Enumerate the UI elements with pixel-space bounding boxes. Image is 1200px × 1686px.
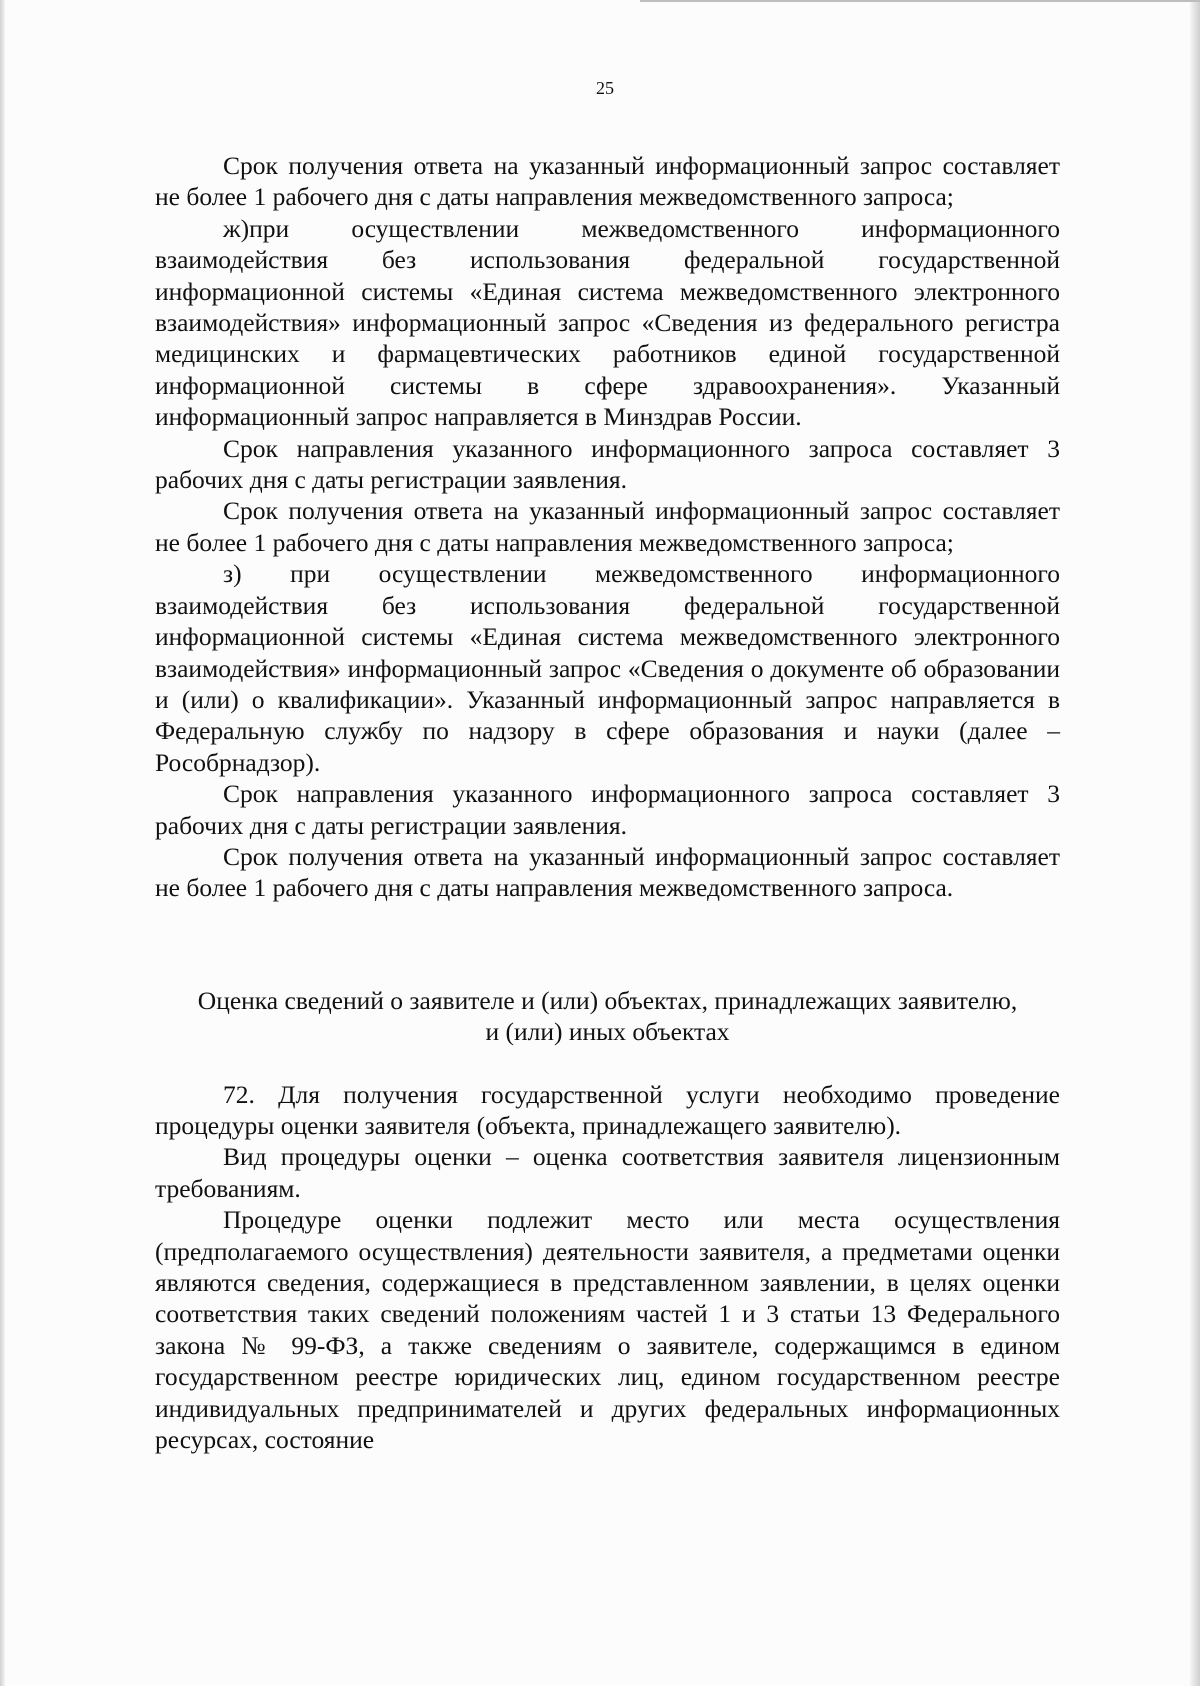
paragraph: Вид процедуры оценки – оценка соответствия заявителя лицензионным требованиям. (155, 1142, 1060, 1203)
paragraph: ж)при осуществлении межведомственного информационного взаимодействия без использования федеральной государственной информационной системы «Единая система межведомственного электронного взаимодействия» информационный запрос «Сведения из федерального регистра медицинских и фармацевтических работников единой государственной информационной системы в сфере здравоохранения». Указанный информационный запрос направляется в Минздрав России. (155, 213, 1060, 432)
paragraph: Срок получения ответа на указанный информационный запрос составляет не более 1 рабочего дня с даты направления межведомственного запроса; (155, 151, 1060, 212)
paragraph: 72. Для получения государственной услуги необходимо проведение процедуры оценки заявителя (объекта, принадлежащего заявителю). (155, 1079, 1060, 1140)
scan-edge-left (0, 0, 5, 1686)
paragraph: Срок направления указанного информационного запроса составляет 3 рабочих дня с даты регистрации заявления. (155, 779, 1060, 840)
document-body (155, 150, 1060, 1455)
paragraph: Срок получения ответа на указанный информационный запрос составляет не более 1 рабочего дня с даты направления межведомственного запроса. (155, 841, 1060, 903)
section-heading-line: и (или) иных объектах (485, 1017, 730, 1047)
scan-edge-right (1190, 0, 1200, 1686)
paragraph: з) при осуществлении межведомственного информационного взаимодействия без использования федеральной государственной информационной системы «Единая система межведомственного электронного взаимодействия» информационный запрос «Сведения о документе об образовании и (или) о квалификации». Указанный информационный запрос направляется в Федеральную службу по надзору в сфере образования и науки (далее – Рособрнадзор). (155, 559, 1060, 777)
page-number: 25 (596, 78, 614, 98)
paragraph: Срок направления указанного информационного запроса составляет 3 рабочих дня с даты регистрации заявления. (155, 433, 1060, 495)
section-heading-line: Оценка сведений о заявителе и (или) объектах, принадлежащих заявителю, (197, 985, 1018, 1015)
section-heading (155, 985, 1060, 1048)
scan-edge-top (640, 0, 1200, 2)
paragraph: Процедуре оценки подлежит место или места осуществления (предполагаемого осуществления) деятельности заявителя, а предметами оценки являются сведения, содержащиеся в представленном заявлении, в целях оценки соответствия таких сведений положениям частей 1 и 3 статьи 13 Федерального закона № 99-ФЗ, а также сведениям о заявителе, содержащимся в едином государственном реестре юридических лиц, едином государственном реестре индивидуальных предпринимателей и других федеральных информационных ресурсах, состояние (155, 1205, 1060, 1455)
paragraph: Срок получения ответа на указанный информационный запрос составляет не более 1 рабочего дня с даты направления межведомственного запроса; (155, 496, 1060, 557)
